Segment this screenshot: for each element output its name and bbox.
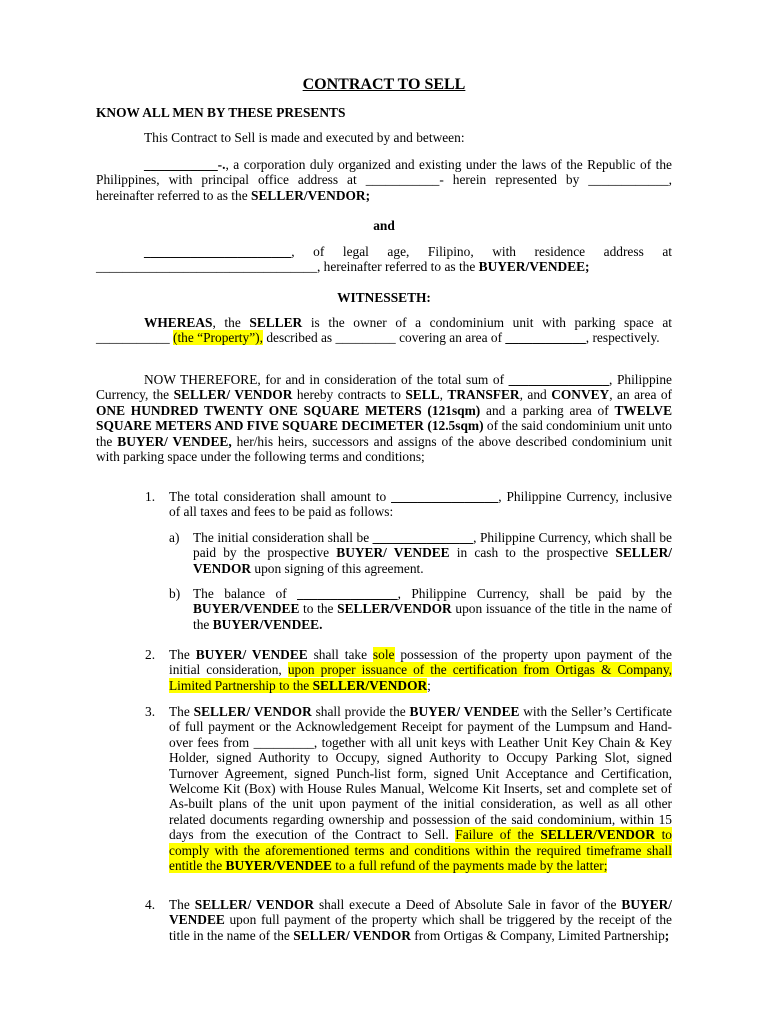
item3-buyer-2: BUYER/VENDEE [225, 858, 332, 874]
nt-transfer: TRANSFER [447, 387, 520, 403]
item3-highlight-2: to comply with the aforementioned terms and conditions within the required timeframe shall entitle the [169, 827, 672, 874]
nt-text-2: , Philippine Currency, the [96, 372, 673, 403]
item3-highlight-3: to a full refund of the payments made by the latter; [331, 858, 608, 874]
item3-seller-2: SELLER/VENDOR [540, 827, 656, 843]
seller-paragraph [96, 157, 672, 203]
item2-text-4: ; [427, 677, 431, 693]
itema-text-2: , Philippine Currency, which shall be paid by the prospective [193, 530, 672, 561]
nt-sum-blank: _______________ [508, 372, 610, 387]
item2-highlight: upon proper issuance of the certification from Ortigas & Company, Limited Partnership to the [169, 662, 672, 693]
list-number: 3. [145, 704, 156, 719]
sub-item-letter: b) [169, 586, 181, 601]
sub-item-letter: a) [169, 530, 180, 545]
item4-text-5: ; [664, 927, 670, 943]
area-blank: ____________ [505, 330, 586, 346]
item4-text-4: from Ortigas & Company, Limited Partnership [410, 927, 665, 943]
nt-text-1: NOW THEREFORE, for and in consideration of the total sum of [144, 372, 509, 387]
seller-description: , a corporation duly organized and existing under the laws of the Republic of the Philippines, with principal office address at ___________- herein represented by ____________, hereinafter referred to as the [96, 157, 672, 203]
list-item-4 [145, 897, 672, 943]
itemb-buyer-2: BUYER/VENDEE. [212, 616, 323, 632]
itema-blank: _______________ [372, 530, 474, 545]
item4-text-2: shall execute a Deed of Absolute Sale in favor of the [314, 897, 622, 912]
whereas-text-4: , respectively. [585, 330, 660, 346]
itema-text-1: The initial consideration shall be [193, 530, 373, 545]
item2-seller: SELLER/VENDOR [312, 677, 428, 693]
list-item-3 [145, 704, 672, 873]
item3-buyer: BUYER/ VENDEE [409, 704, 520, 719]
now-therefore-paragraph [96, 372, 672, 464]
item4-text-1: The [169, 897, 195, 912]
nt-text-7: and a parking area of [480, 402, 615, 418]
nt-area-unit: ONE HUNDRED TWENTY ONE SQUARE METERS (121sqm) [96, 402, 481, 418]
item2-text-3: possession of the property upon payment of the initial consideration, [169, 647, 672, 678]
document-title: CONTRACT TO SELL [302, 76, 466, 93]
itemb-text-3: to the [299, 601, 338, 617]
seller-name-blank: ___________-. [144, 157, 226, 172]
buyer-text-1: , of legal age [291, 244, 407, 259]
witnesseth-heading: WITNESSETH: [337, 290, 431, 305]
itemb-text-1: The balance of [193, 586, 298, 601]
nt-buyer: BUYER/ VENDEE, [117, 433, 232, 449]
item2-text-1: The [169, 647, 196, 662]
item2-sole-highlight: sole [372, 647, 395, 662]
item4-text-3: upon full payment of the property which shall be triggered by the receipt of the title in the name of the [169, 912, 672, 943]
nt-text-3: hereby contracts to [292, 387, 406, 403]
nt-convey: CONVEY [551, 387, 610, 403]
itemb-seller: SELLER/VENDOR [337, 601, 452, 617]
whereas-seller: SELLER [249, 315, 303, 330]
sub-item-a [169, 530, 672, 576]
itemb-text-4: upon issuance of the title in the name of the [193, 601, 672, 632]
itemb-blank: _______________ [297, 586, 398, 601]
list-number: 1. [145, 489, 156, 504]
item2-buyer: BUYER/ VENDEE [195, 647, 308, 662]
nt-text-8: of the said condominium unit unto the [96, 418, 672, 449]
list-item-2 [145, 647, 672, 693]
item1-blank: ________________ [391, 489, 499, 504]
itemb-text-2: , Philippine Currency, shall be paid by the [397, 586, 672, 601]
item3-highlight-1: Failure of the [455, 827, 541, 843]
itema-text-4: upon signing of this agreement. [251, 560, 424, 576]
itema-seller: SELLER/ VENDOR [193, 545, 672, 576]
nt-sell: SELL [405, 387, 440, 403]
whereas-lead: WHEREAS [144, 315, 213, 330]
itema-text-3: in cash to the prospective [449, 545, 616, 561]
and-separator: and [373, 218, 395, 233]
intro-text: This Contract to Sell is made and executed by and between: [144, 130, 465, 145]
whereas-text-3: described as _________ covering an area of [262, 330, 506, 346]
item3-text-3: with the Seller’s Certificate of full payment or the Acknowledgement Receipt for payment of the Lumpsum and Hand-over fees from _________, together with all unit keys with Leather Unit Key Chain & Key Holder, signed Authority to Occupy, signed Authority to Occupy Parking Slot, signed Turnover Agreement, signed Punch-list form, signed Unit Acceptance and Certification, Welcome Kit (Box) with House Rules Manual, Welcome Kit Inserts, set and complete set of As-built plans of the unit upon payment of the initial consideration, as well as all other related documents regarding ownership and possession of the said condominium, within 15 days from the execution of the Contract to Sell. [169, 704, 672, 843]
whereas-text-1: , the [212, 315, 250, 330]
item1-text-2: , Philippine Currency, inclusive of all taxes and fees to be paid as follows: [169, 489, 672, 520]
nt-text-9: her/his heirs, successors and assigns of the above described condominium unit with parking space under the following terms and conditions; [96, 433, 672, 465]
itemb-buyer: BUYER/VENDEE [193, 601, 300, 617]
nt-area-parking: TWELVE SQUARE METERS AND FIVE SQUARE DECIMETER (12.5sqm) [96, 402, 672, 434]
item3-seller: SELLER/ VENDOR [193, 704, 312, 719]
buyer-text-2: , Filipino, with residence address at _________________________________, hereinafter referred to as the [96, 244, 672, 275]
seller-role: SELLER/VENDOR; [251, 187, 371, 203]
nt-text-5: , and [519, 387, 552, 403]
nt-text-4: , [439, 387, 448, 403]
sub-item-b [169, 586, 672, 632]
property-highlight: (the “Property”), [173, 330, 263, 346]
list-number: 2. [145, 647, 156, 662]
list-number: 4. [145, 897, 156, 912]
item3-text-2: shall provide the [311, 704, 410, 719]
nt-seller: SELLER/ VENDOR [173, 387, 293, 403]
intro-paragraph [96, 130, 672, 145]
item3-text-1: The [169, 704, 194, 719]
item4-seller: SELLER/ VENDOR [194, 897, 315, 912]
buyer-name-blank: ______________________ [144, 244, 292, 259]
buyer-role: BUYER/VENDEE; [478, 259, 590, 275]
nt-text-6: , an area of [609, 387, 672, 403]
itema-buyer: BUYER/ VENDEE [336, 545, 450, 561]
item4-seller-2: SELLER/ VENDOR [293, 927, 411, 943]
buyer-paragraph [96, 244, 672, 275]
item1-text-1: The total consideration shall amount to [169, 489, 392, 504]
item4-buyer: BUYER/ VENDEE [169, 897, 673, 928]
list-item-1 [145, 489, 672, 520]
whereas-text-2: is the owner of a condominium unit with parking space at ___________ [96, 315, 672, 346]
know-all-heading: KNOW ALL MEN BY THESE PRESENTS [96, 105, 346, 120]
item2-text-2: shall take [307, 647, 373, 662]
whereas-paragraph [96, 315, 672, 346]
